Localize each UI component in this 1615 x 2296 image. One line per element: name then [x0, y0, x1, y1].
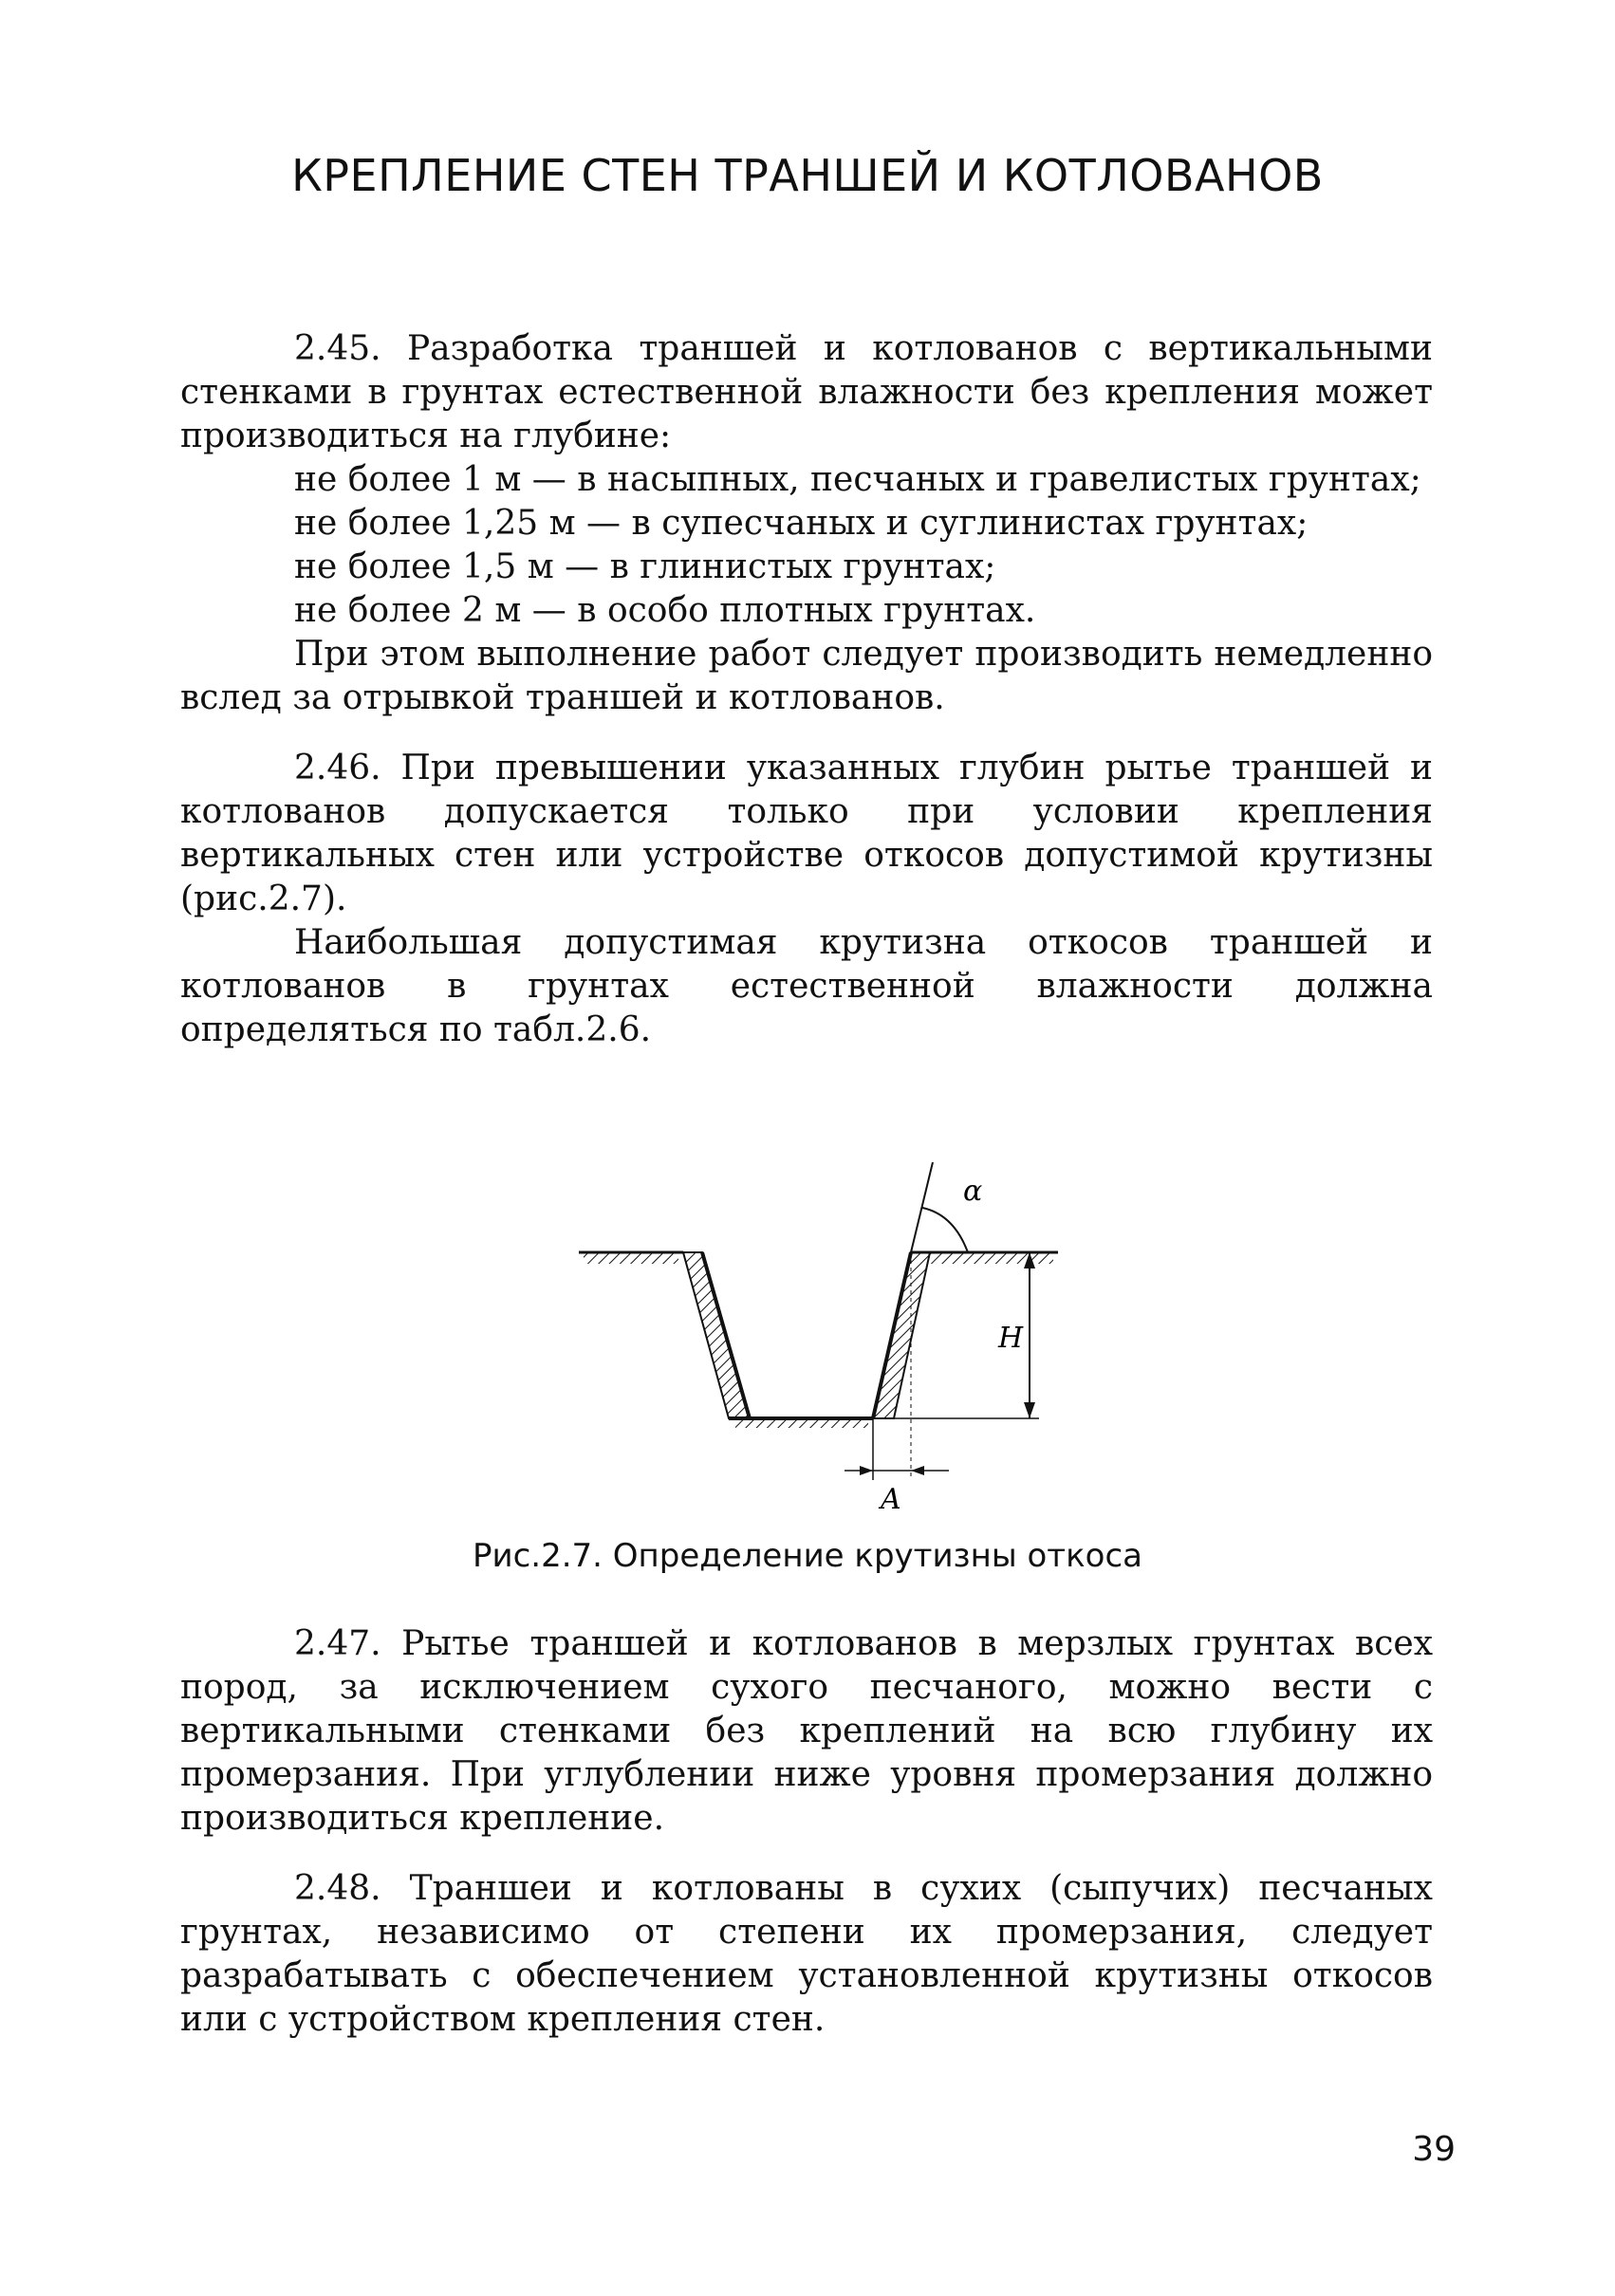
paragraph-2-48: 2.48. Траншеи и котлованы в сухих (сыпучих) песчаных грунтах, независимо от степени их промерзания, следует разрабатывать с обеспечением установленной крутизны откосов или с устройством крепления стен. — [180, 1869, 1433, 2039]
right-slope-hatch — [873, 1252, 930, 1418]
paragraph-2-45-intro: 2.45. Разработка траншей и котлованов с вертикальными стенками в грунтах естественной влажности без крепления может производиться на глубине: — [180, 329, 1433, 455]
paragraph-2-45-closing: При этом выполнение работ следует производить немедленно вслед за отрывкой траншей и котлованов. — [180, 635, 1433, 717]
page-title: КРЕПЛЕНИЕ СТЕН ТРАНШЕЙ И КОТЛОВАНОВ — [291, 150, 1324, 201]
ground-hatch-right — [930, 1252, 1053, 1264]
paragraph-2-46: 2.46. При превышении указанных глубин рытье траншей и котлованов допускается только при условии крепления вертикальных стен или устройстве откосов допустимой крутизны (рис.2.7). — [180, 749, 1433, 918]
paragraph-2-47: 2.47. Рытье траншей и котлованов в мерзлых грунтах всех пород, за исключением сухого песчаного, можно вести с вертикальными стенками без креплений на всю глубину их промерзания. При углублении ниже уровня промерзания должно производиться крепление. — [180, 1624, 1433, 1838]
depth-item-4: не более 2 м — в особо плотных грунтах. — [294, 591, 1036, 630]
page-number: 39 — [1412, 2130, 1456, 2169]
offset-arrow-left — [860, 1466, 873, 1475]
trench-slope-figure — [560, 1162, 1072, 1513]
height-h-label: H — [998, 1322, 1024, 1355]
depth-item-3: не более 1,5 м — в глинистых грунтах; — [294, 547, 996, 586]
angle-arc — [922, 1208, 968, 1252]
section-2-47-2-48 — [180, 1622, 1433, 2042]
depth-item-2: не более 1,25 м — в супесчаных и суглинистах грунтах; — [294, 504, 1309, 543]
ground-hatch-left — [584, 1252, 678, 1264]
section-2-45 — [180, 327, 1433, 1052]
slope-extension-line — [911, 1162, 933, 1252]
bottom-hatch — [735, 1418, 868, 1428]
height-arrow-bottom — [1024, 1402, 1035, 1418]
depth-item-1: не более 1 м — в насыпных, песчаных и гравелистых грунтах; — [294, 460, 1421, 499]
paragraph-2-46-table-ref: Наибольшая допустимая крутизна откосов траншей и котлованов в грунтах естественной влажности должна определяться по табл.2.6. — [180, 923, 1433, 1049]
offset-a-label: A — [881, 1483, 901, 1513]
figure-caption: Рис.2.7. Определение крутизны откоса — [473, 1537, 1142, 1575]
trench-cross-section-diagram — [560, 1162, 1072, 1513]
angle-alpha-label: α — [963, 1175, 983, 1208]
left-slope-hatch — [683, 1252, 750, 1418]
offset-arrow-right — [911, 1466, 924, 1475]
